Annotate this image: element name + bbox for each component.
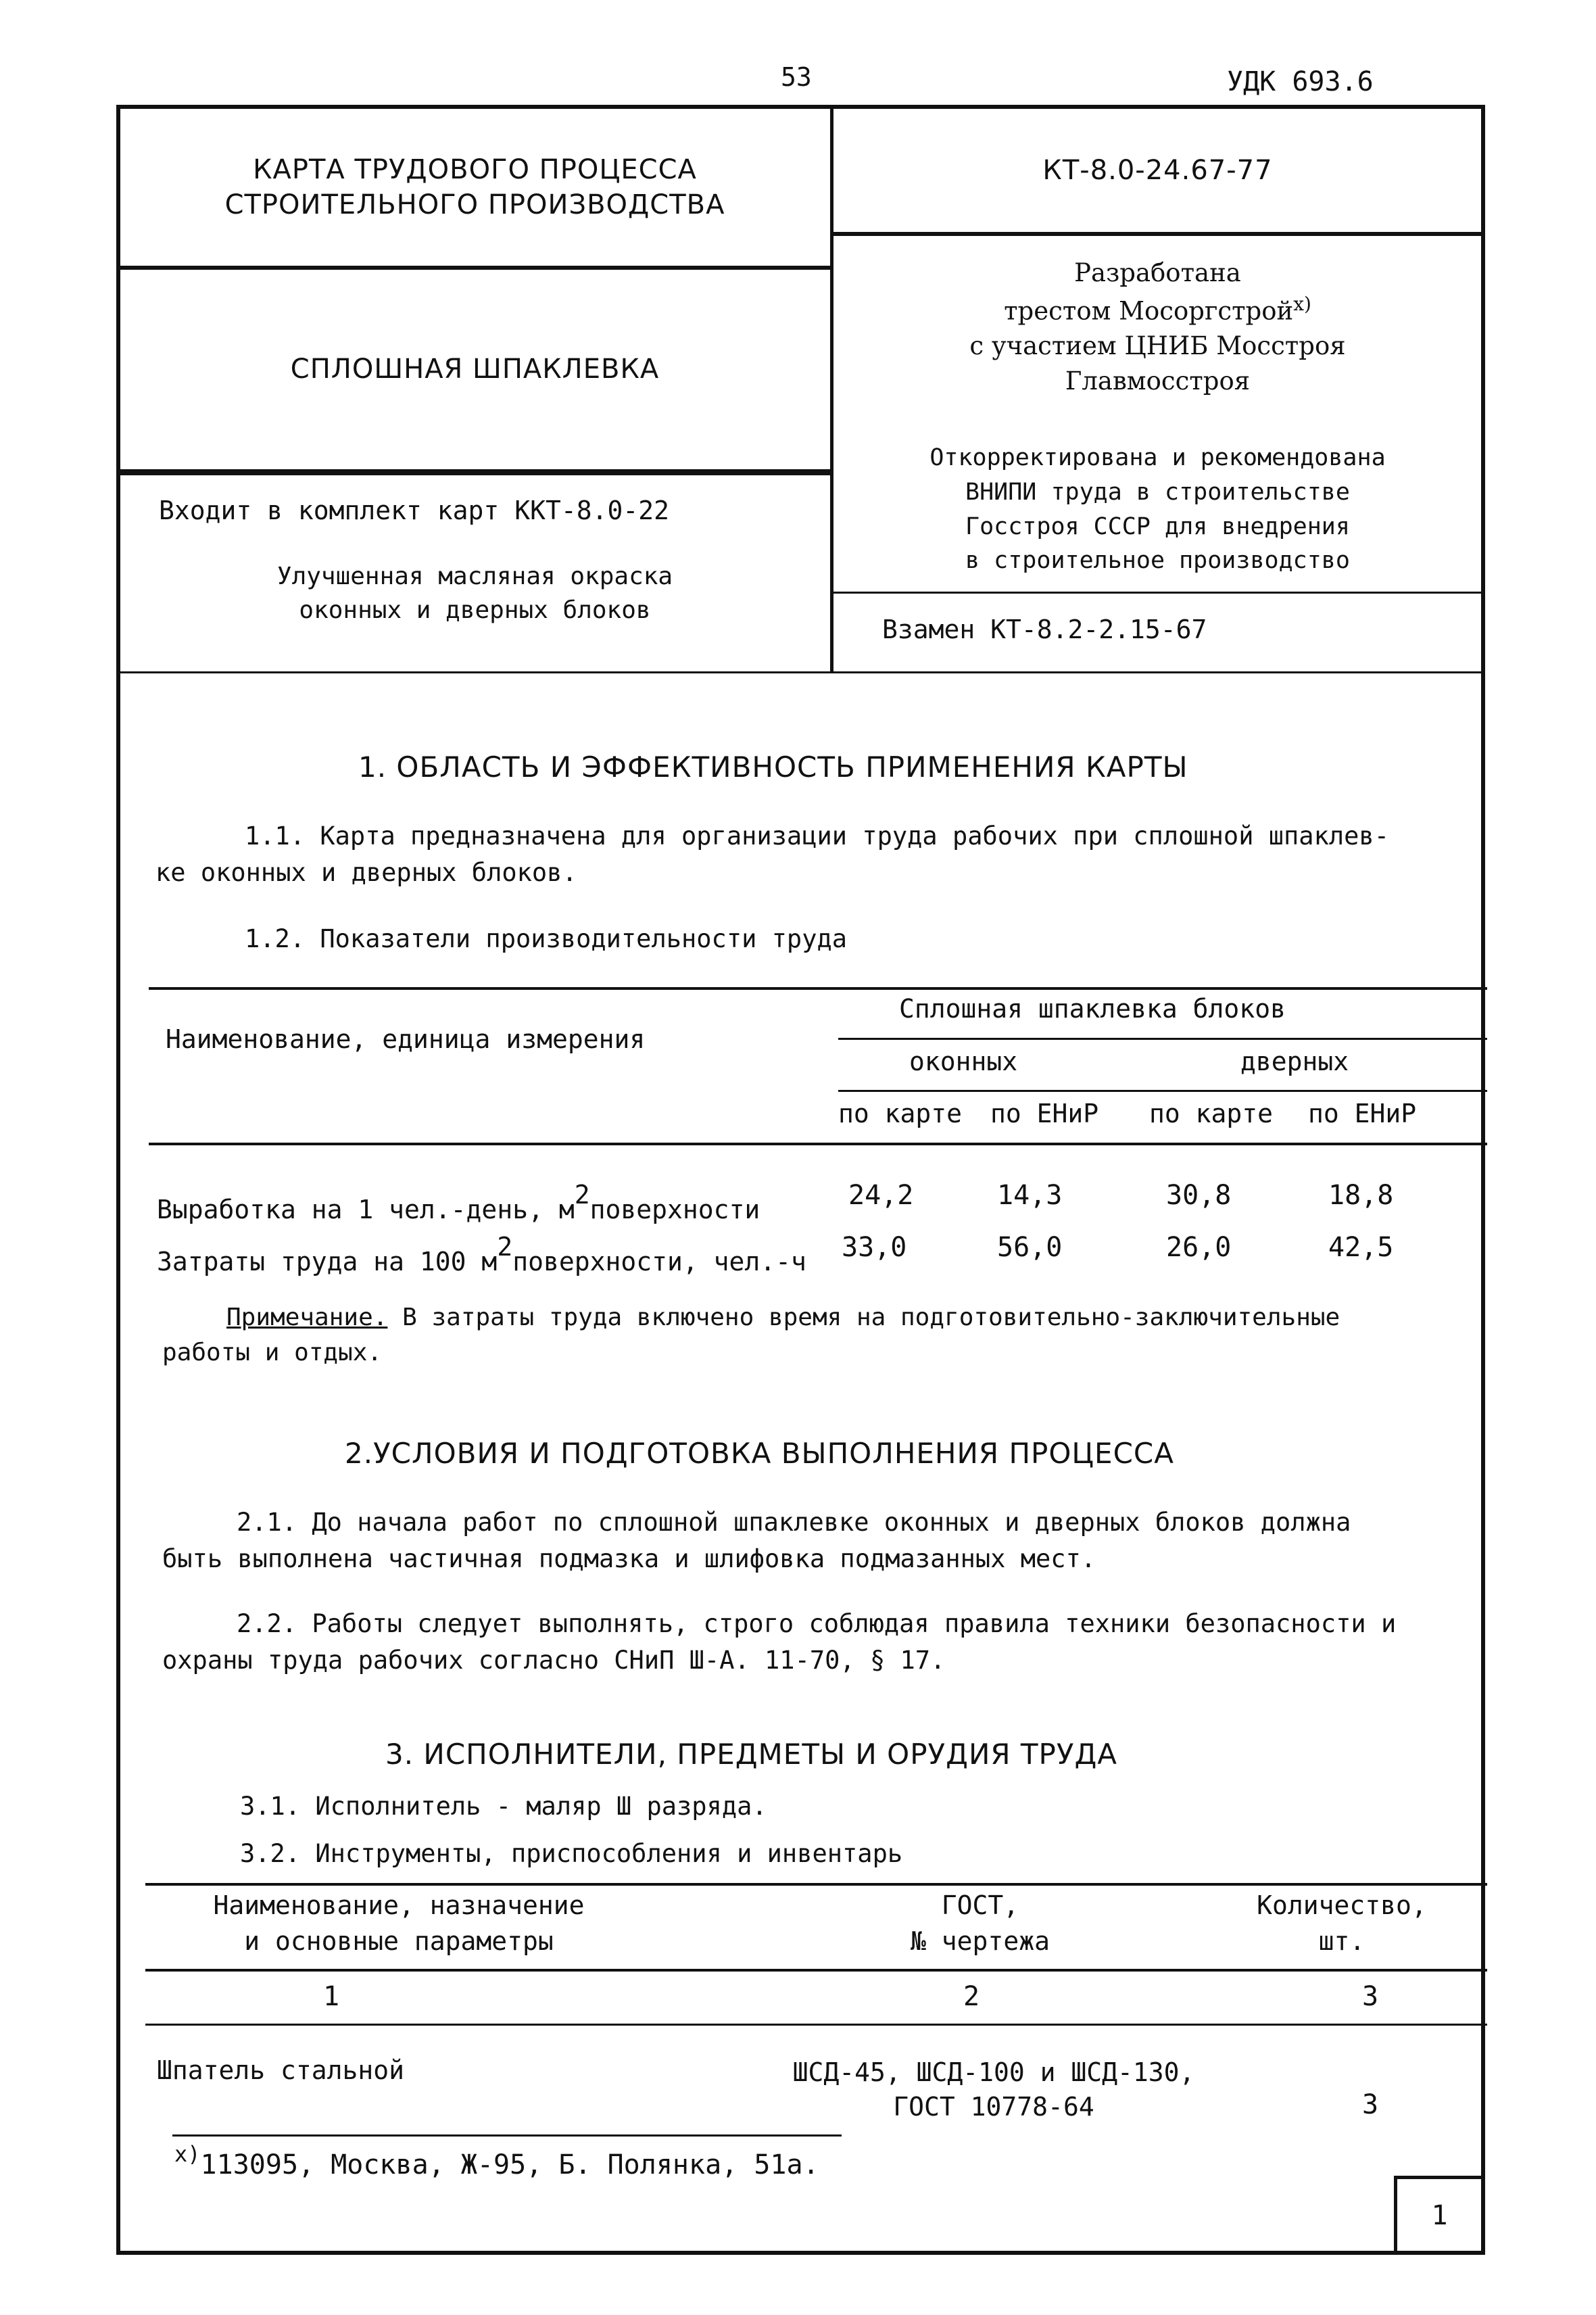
tools-col-number: 3: [1362, 1981, 1379, 2012]
header-line-text: шт.: [1318, 1926, 1365, 1957]
paragraph-line: ке оконных и дверных блоков.: [155, 857, 577, 887]
productivity-by-card: по карте: [838, 1099, 963, 1128]
table-line: [145, 1969, 1487, 1972]
table-cell: 26,0: [1166, 1232, 1232, 1263]
table-line: [149, 1143, 1487, 1145]
table-row-label: [157, 1180, 760, 1224]
process-name: СПЛОШНАЯ ШПАКЛЕВКА: [290, 354, 660, 385]
udk-code: УДК 693.6: [1227, 66, 1374, 97]
table-cell: 56,0: [997, 1232, 1063, 1263]
footnote-rule: [172, 2134, 842, 2137]
corrected-line: Откорректирована и рекомендована: [929, 444, 1386, 471]
table-cell: 18,8: [1328, 1180, 1394, 1211]
gost-line: ШСД-45, ШСД-100 и ШСД-130,: [792, 2057, 1195, 2087]
header-line: [116, 671, 1485, 673]
paragraph-line: 2.2. Работы следует выполнять, строго соблюдая правила техники безопасности и: [237, 1609, 1397, 1638]
set-line: Входит в комплект карт ККТ-8.0-22: [159, 496, 669, 525]
page-number: 53: [781, 62, 812, 92]
header-line-text: ГОСТ,: [941, 1890, 1019, 1920]
table-line: [145, 1883, 1487, 1886]
tools-col-name-header: [155, 1888, 642, 1959]
tools-col-qty-header: [1230, 1888, 1453, 1959]
note-text: В затраты труда включено время на подготовительно-заключительные: [387, 1304, 1340, 1331]
section3-title: 3. ИСПОЛНИТЕЛИ, ПРЕДМЕТЫ И ОРУДИЯ ТРУДА: [385, 1738, 1118, 1771]
row-label-text: поверхности, чел.-ч: [512, 1247, 806, 1276]
footnote-mark: х): [174, 2141, 201, 2167]
section2-paragraph2: [162, 1606, 1396, 1678]
row-label-text: поверхности: [589, 1195, 760, 1224]
corrected-line: ВНИПИ труда в строительстве: [965, 478, 1350, 506]
paragraph-line: 2.1. До начала работ по сплошной шпаклевке оконных и дверных блоков должна: [237, 1508, 1351, 1537]
productivity-by-card: по карте: [1149, 1099, 1274, 1128]
header-line-text: и основные параметры: [244, 1926, 554, 1957]
productivity-col-name: Наименование, единица измерения: [166, 1024, 646, 1054]
developed-line: [835, 291, 1480, 329]
tools-col-number: 1: [323, 1981, 340, 2012]
sheet-number: 1: [1394, 2176, 1485, 2255]
gost-line: ГОСТ 10778-64: [893, 2092, 1094, 2122]
section3-paragraph2: 3.2. Инструменты, приспособления и инвентарь: [240, 1839, 903, 1868]
corrected-line: Госстроя СССР для внедрения: [965, 512, 1350, 540]
paragraph-line: 1.1. Карта предназначена для организации труда рабочих при сплошной шпаклев-: [245, 821, 1389, 851]
productivity-group-header: Сплошная шпаклевка блоков: [899, 994, 1286, 1024]
note-label: Примечание.: [226, 1304, 388, 1331]
row-label-text: Выработка на 1 чел.-день, м: [157, 1195, 575, 1224]
header-divider-vertical: [830, 105, 833, 673]
paragraph-line: охраны труда рабочих согласно СНиП Ш-А. 11-70, § 17.: [162, 1645, 946, 1675]
developed-line: Главмосстроя: [1065, 366, 1251, 396]
header-line-text: № чертежа: [911, 1926, 1050, 1957]
header-line: [116, 473, 833, 475]
table-line: [149, 987, 1487, 990]
card-type-title: КАРТА ТРУДОВОГО ПРОЦЕССА СТРОИТЕЛЬНОГО ПРОИЗВОДСТВА: [224, 154, 725, 220]
set-title-line: оконных и дверных блоков: [299, 596, 651, 625]
tools-row-qty: 3: [1362, 2089, 1379, 2120]
section1-paragraph1: [155, 818, 1453, 890]
table-cell: 24,2: [848, 1180, 914, 1211]
footnote-text: 113095, Москва, Ж-95, Б. Полянка, 51а.: [200, 2149, 819, 2180]
productivity-by-enir: по ЕНиР: [1308, 1099, 1417, 1128]
card-code: КТ-8.0-24.67-77: [1042, 155, 1273, 186]
corrected-block: [835, 441, 1480, 578]
table-line: [838, 1090, 1487, 1092]
tools-row-name: Шпатель стальной: [157, 2055, 405, 2085]
corrected-line: в строительное производство: [965, 547, 1350, 575]
unit-exponent: 2: [574, 1180, 590, 1210]
tools-col-gost-header: [852, 1888, 1109, 1959]
developed-line: Разработана: [1074, 258, 1241, 287]
section1-title: 1. ОБЛАСТЬ И ЭФФЕКТИВНОСТЬ ПРИМЕНЕНИЯ КАРТЫ: [358, 750, 1188, 784]
set-title: [122, 560, 828, 628]
row-label-text: Затраты труда на 100 м: [157, 1247, 498, 1276]
productivity-by-enir: по ЕНиР: [990, 1099, 1099, 1128]
tools-row-gost: [723, 2055, 1264, 2125]
table-cell: 30,8: [1166, 1180, 1232, 1211]
table-cell: 14,3: [997, 1180, 1063, 1211]
note-line: работы и отдых.: [162, 1339, 383, 1367]
developed-org: трестом Мосоргстрой: [1004, 296, 1294, 326]
section2-title: 2.УСЛОВИЯ И ПОДГОТОВКА ВЫПОЛНЕНИЯ ПРОЦЕССА: [345, 1437, 1174, 1470]
table-line: [838, 1038, 1487, 1040]
productivity-sub-door: дверных: [1240, 1047, 1349, 1076]
productivity-note: [162, 1300, 1340, 1370]
header-line: [116, 266, 833, 270]
replaces-line: Взамен КТ-8.2-2.15-67: [882, 615, 1207, 644]
section1-paragraph2: 1.2. Показатели производительности труда: [245, 924, 848, 953]
table-cell: 42,5: [1328, 1232, 1394, 1263]
set-title-line: Улучшенная масляная окраска: [276, 563, 673, 590]
table-row-label: [157, 1232, 806, 1276]
footnote: [174, 2140, 819, 2183]
header-line: [830, 232, 1485, 236]
tools-col-number: 2: [963, 1981, 980, 2012]
header-line-text: Наименование, назначение: [213, 1890, 585, 1920]
developed-line: с участием ЦНИБ Мосстроя: [969, 331, 1346, 360]
header-line-text: Количество,: [1257, 1890, 1427, 1920]
productivity-sub-window: оконных: [909, 1047, 1018, 1076]
note-line: [162, 1300, 1340, 1335]
table-cell: 33,0: [842, 1232, 907, 1263]
section2-paragraph1: [162, 1504, 1351, 1577]
header-line: [830, 592, 1485, 594]
table-line: [145, 2024, 1487, 2026]
footnote-mark: х): [1293, 292, 1311, 315]
developed-block: [835, 256, 1480, 399]
unit-exponent: 2: [497, 1232, 513, 1262]
section3-paragraph1: 3.1. Исполнитель - маляр Ш разряда.: [240, 1792, 767, 1821]
paragraph-line: быть выполнена частичная подмазка и шлифовка подмазанных мест.: [162, 1544, 1096, 1573]
